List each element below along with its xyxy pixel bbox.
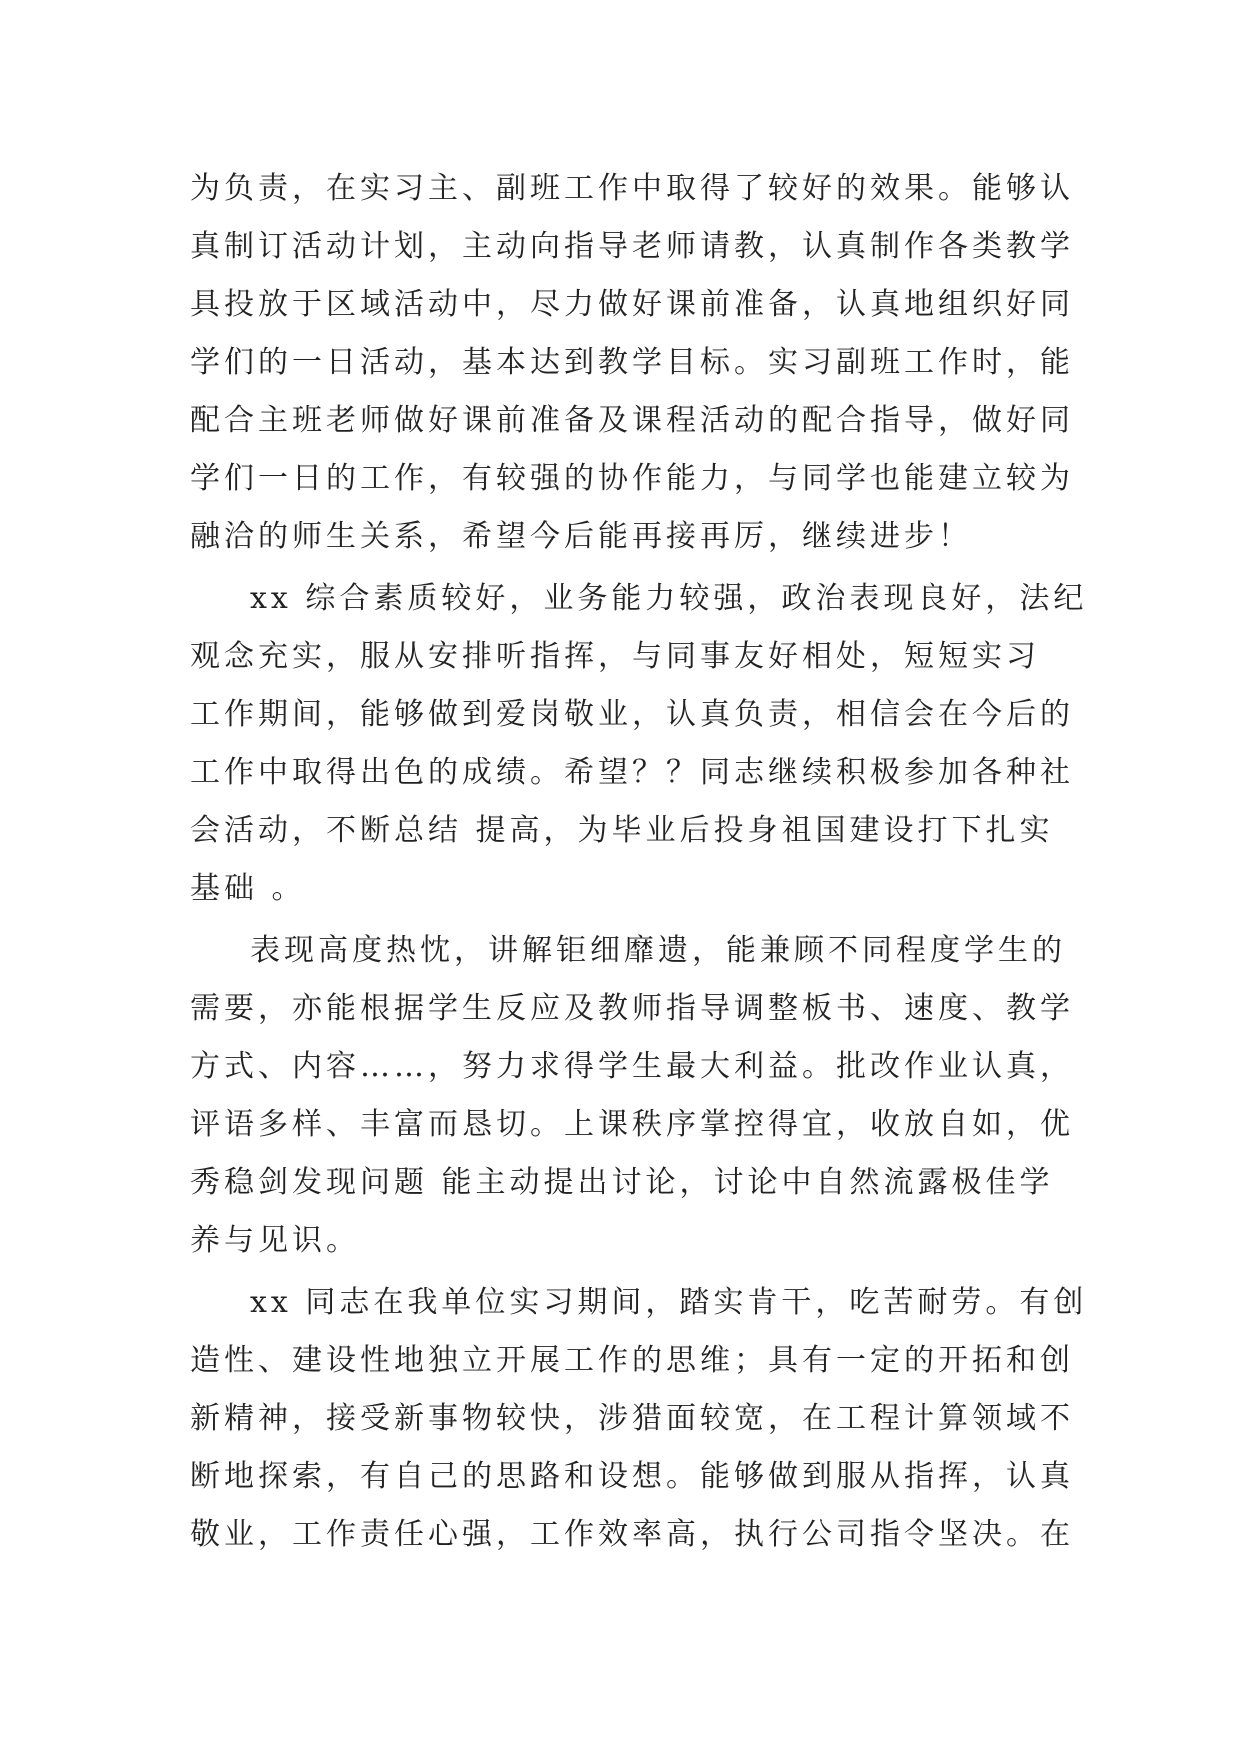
text-line: 工作中取得出色的成绩。希望？？同志继续积极参加各种社 <box>190 755 1074 790</box>
text-line: xx 同志在我单位实习期间，踏实肯干，吃苦耐劳。有创 <box>250 1285 1088 1320</box>
text-line: 秀稳剑发现问题 能主动提出讨论，讨论中自然流露极佳学 <box>190 1165 1054 1200</box>
document-body <box>190 160 1088 1564</box>
text-line: 融洽的师生关系，希望今后能再接再厉，继续进步！ <box>190 519 972 554</box>
text-line: 断地探索，有自己的思路和设想。能够做到服从指挥，认真 <box>190 1459 1074 1494</box>
text-line: 敬业，工作责任心强，工作效率高，执行公司指令坚决。在 <box>190 1517 1074 1552</box>
text-line: 评语多样、丰富而恳切。上课秩序掌控得宜，收放自如，优 <box>190 1107 1074 1142</box>
text-line: 方式、内容……，努力求得学生最大利益。批改作业认真， <box>190 1049 1074 1084</box>
text-line: 会活动，不断总结 提高，为毕业后投身祖国建设打下扎实 <box>190 813 1054 848</box>
text-line: 表现高度热忱，讲解钜细靡遗，能兼顾不同程度学生的 <box>250 933 1066 968</box>
text-line: 新精神，接受新事物较快，涉猎面较宽，在工程计算领域不 <box>190 1401 1074 1436</box>
text-line: 工作期间，能够做到爱岗敬业，认真负责，相信会在今后的 <box>190 697 1074 732</box>
paragraph-2 <box>190 570 1088 918</box>
paragraph-3 <box>190 922 1074 1270</box>
text-line: 学们一日的工作，有较强的协作能力，与同学也能建立较为 <box>190 461 1074 496</box>
text-line: 需要，亦能根据学生反应及教师指导调整板书、速度、教学 <box>190 991 1074 1026</box>
paragraph-1 <box>190 160 1074 566</box>
text-line: 养与见识。 <box>190 1223 360 1258</box>
text-line: 为负责，在实习主、副班工作中取得了较好的效果。能够认 <box>190 171 1074 206</box>
text-line: 真制订活动计划，主动向指导老师请教，认真制作各类教学 <box>190 229 1074 264</box>
text-line: xx 综合素质较好，业务能力较强，政治表现良好，法纪 <box>250 581 1088 616</box>
text-line: 具投放于区域活动中，尽力做好课前准备，认真地组织好同 <box>190 287 1074 322</box>
text-line: 配合主班老师做好课前准备及课程活动的配合指导，做好同 <box>190 403 1074 438</box>
text-line: 造性、建设性地独立开展工作的思维；具有一定的开拓和创 <box>190 1343 1074 1378</box>
text-line: 学们的一日活动，基本达到教学目标。实习副班工作时，能 <box>190 345 1074 380</box>
paragraph-4 <box>190 1274 1088 1564</box>
text-line: 观念充实，服从安排听指挥，与同事友好相处，短短实习 <box>190 639 1040 674</box>
text-line: 基础 。 <box>190 871 306 906</box>
